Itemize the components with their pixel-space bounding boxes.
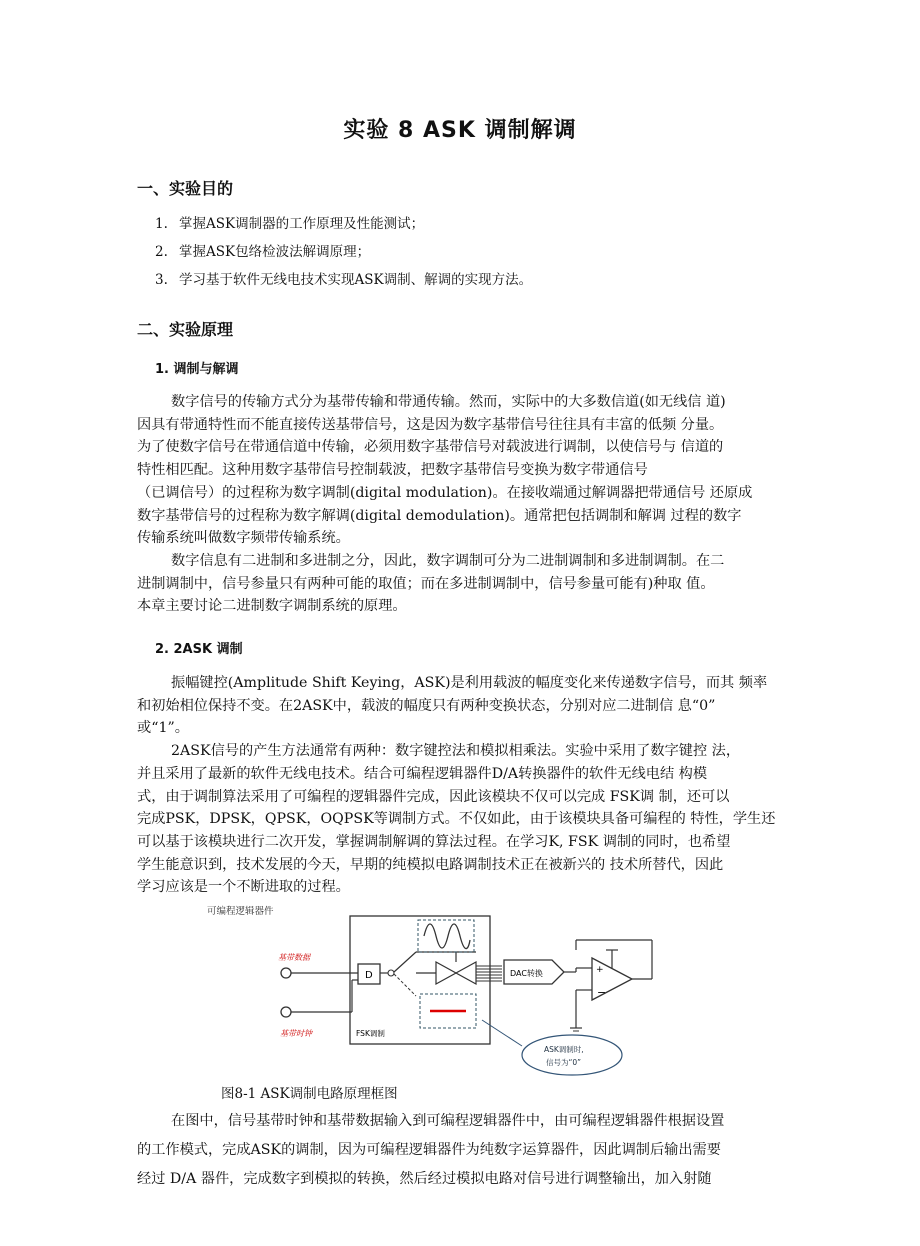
paragraph-line: 式，由于调制算法采用了可编程的逻辑器件完成，因此该模块不仅可以完成 FSK调 制，还可以 [137, 788, 730, 805]
list-item [155, 212, 424, 232]
paragraph-line: 本章主要讨论二进制数字调制系统的原理。 [137, 598, 407, 615]
sine-wave [424, 924, 470, 949]
paragraph-line: 或“1”。 [137, 720, 189, 737]
paragraph-line: 经过 D/A 器件，完成数字到模拟的转换，然后经过模拟电路对信号进行调整输出，加入射随 [137, 1171, 712, 1187]
paragraph-line: 振幅键控(Amplitude Shift Keying，ASK)是利用载波的幅度变化来传递数字信号，而其 频率 [171, 675, 768, 691]
list-item [155, 240, 370, 260]
page-title: 实验 8 ASK 调制解调 [343, 118, 577, 143]
paragraph-line: 完成PSK，DPSK，QPSK，OQPSK等调制方式。不仅如此，由于该模块具备可编程的 特性，学生还 [137, 811, 776, 828]
ask-circuit-diagram [270, 910, 670, 1080]
paragraph-line: 在图中，信号基带时钟和基带数据输入到可编程逻辑器件中，由可编程逻辑器件根据设置 [171, 1113, 725, 1129]
paragraph-line: 和初始相位保持不变。在2ASK中，载波的幅度只有两种变换状态，分别对应二进制信 息“0” [137, 697, 716, 714]
bubble-text-line1: ASK调制时, [544, 1045, 584, 1054]
paragraph-line: 数字信息有二进制和多进制之分，因此，数字调制可分为二进制调制和多进制调制。在二 [171, 552, 725, 569]
fsk-label: FSK调制 [356, 1029, 385, 1038]
subsection-heading-modulation: 1. 调制与解调 [155, 362, 239, 377]
paragraph-line: 学生能意识到，技术发展的今天，早期的纯模拟电路调制技术正在被新兴的 技术所替代，因此 [137, 856, 724, 873]
section-heading-principle: 二、实验原理 [137, 320, 234, 339]
paragraph-modulation [137, 391, 793, 618]
paragraph-line: 可以基于该模块进行二次开发，掌握调制解调的算法过程。在学习K, FSK 调制的同时，也希望 [137, 833, 731, 850]
carrier-box [418, 920, 474, 952]
list-text: 掌握ASK调制器的工作原理及性能测试； [179, 216, 425, 232]
paragraph-line: 进制调制中，信号参量只有两种可能的取值；而在多进制调制中，信号参量可能有)种取 值。 [137, 575, 715, 592]
list-item [155, 268, 532, 288]
paragraph-line: （已调信号）的过程称为数字调制(digital modulation)。在接收端通过解调器把带通信号 还原成 [137, 484, 753, 501]
list-text: 学习基于软件无线电技术实现ASK调制、解调的实现方法。 [179, 272, 533, 288]
paragraph-line: 2ASK信号的产生方法通常有两种：数字键控法和模拟相乘法。实验中采用了数字键控 法， [171, 743, 741, 760]
baseband-clock-label: 基带时钟 [280, 1029, 312, 1038]
paragraph-after-figure [137, 1107, 793, 1194]
list-number: 1. [155, 216, 168, 232]
paragraph-line: 传输系统叫做数字频带传输系统。 [137, 530, 350, 547]
paragraph-line: 数字基带信号的过程称为数字解调(digital demodulation)。通常把包括调制和解调 过程的数字 [137, 507, 742, 524]
figure-label-fpga: 可编程逻辑器件 [207, 906, 274, 917]
d-label: D [365, 970, 373, 981]
list-number: 2. [155, 244, 168, 260]
data-terminal [281, 968, 291, 978]
list-number: 3. [155, 272, 168, 288]
paragraph-line: 学习应该是一个不断进取的过程。 [137, 879, 350, 896]
bubble-text-line2: 信号为“0” [546, 1058, 582, 1067]
list-text: 掌握ASK包络检波法解调原理； [179, 244, 371, 260]
paragraph-line: 特性相匹配。这种用数字基带信号控制载波，把数字基带信号变换为数字带通信号 [137, 462, 648, 479]
ask-note-bubble [522, 1035, 622, 1075]
paragraph-line: 的工作模式，完成ASK的调制，因为可编程逻辑器件为纯数字运算器件，因此调制后输出需要 [137, 1142, 721, 1158]
svg-text:−: − [597, 986, 607, 999]
paragraph-2ask [137, 672, 793, 899]
baseband-data-label: 基带数据 [278, 953, 310, 962]
clock-terminal [281, 1007, 291, 1017]
paragraph-line: 数字信号的传输方式分为基带传输和带通传输。然而，实际中的大多数信道(如无线信 道) [171, 394, 726, 410]
paragraph-line: 并且采用了最新的软件无线电技术。结合可编程逻辑器件D/A转换器件的软件无线电结 构模 [137, 765, 708, 782]
section-heading-purpose: 一、实验目的 [137, 179, 234, 198]
subsection-heading-2ask: 2. 2ASK 调制 [155, 642, 243, 657]
paragraph-line: 为了使数字信号在带通信道中传输，必须用数字基带信号对载波进行调制，以使信号与 信道的 [137, 439, 724, 456]
svg-text:+: + [596, 965, 604, 975]
paragraph-line: 因具有带通特性而不能直接传送基带信号，这是因为数字基带信号往往具有丰富的低频 分量。 [137, 416, 724, 433]
dac-label: DAC转换 [510, 969, 543, 978]
figure-caption: 图8-1 ASK调制电路原理框图 [221, 1086, 398, 1102]
